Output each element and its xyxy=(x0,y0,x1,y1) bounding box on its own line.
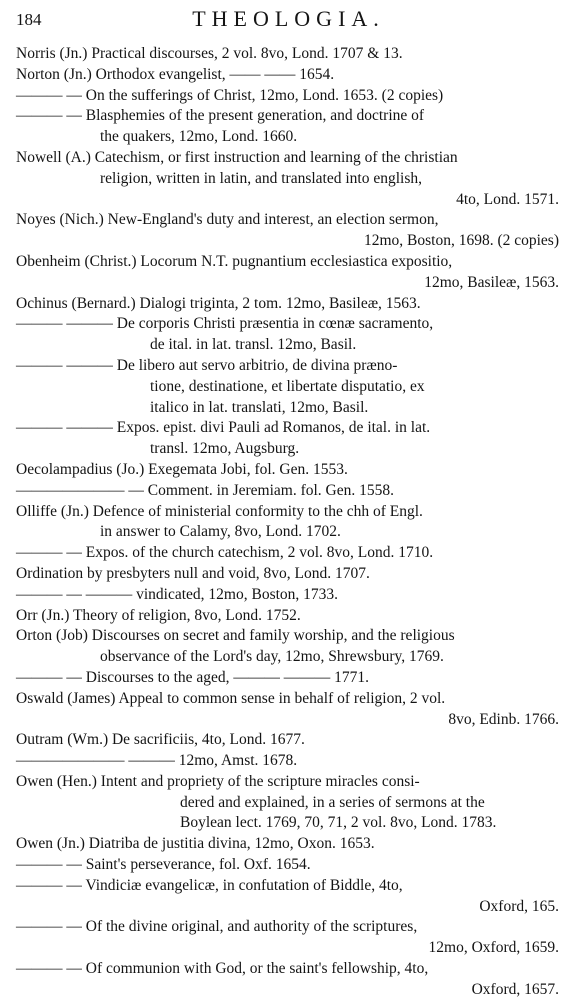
catalog-line-text: 12mo, Basileæ, 1563. xyxy=(424,273,559,291)
catalog-line-text: 12mo, Oxford, 1659. xyxy=(428,939,559,957)
catalog-line xyxy=(0,169,577,190)
catalog-line-text: 8vo, Edinb. 1766. xyxy=(448,710,559,728)
catalog-line xyxy=(0,44,577,65)
catalog-line-text: Outram (Wm.) De sacrificiis, 4to, Lond. 1677. xyxy=(16,731,305,749)
catalog-line xyxy=(0,897,577,918)
catalog-line xyxy=(0,190,577,211)
catalog-line-text: Oecolampadius (Jo.) Exegemata Jobi, fol. Gen. 1553. xyxy=(16,460,348,478)
catalog-line xyxy=(0,813,577,834)
catalog-line xyxy=(0,210,577,231)
catalog-line-text: italico in lat. translati, 12mo, Basil. xyxy=(150,398,369,416)
catalog-line xyxy=(0,502,577,523)
catalog-line-text: ——— — ——— vindicated, 12mo, Boston, 1733. xyxy=(16,585,339,603)
catalog-line-text: Nowell (A.) Catechism, or first instruction and learning of the christian xyxy=(16,148,458,166)
catalog-line xyxy=(0,917,577,938)
catalog-line-text: ——— ——— De corporis Christi præsentia in cœnæ sacramento, xyxy=(16,315,434,333)
catalog-line-text: ——— — Of communion with God, or the saint's fellowship, 4to, xyxy=(16,960,429,978)
catalog-line-text: ——— — Discourses to the aged, ——— ——— 1771. xyxy=(16,668,370,686)
catalog-line-text: Ochinus (Bernard.) Dialogi triginta, 2 tom. 12mo, Basileæ, 1563. xyxy=(16,294,421,312)
catalog-line xyxy=(0,65,577,86)
catalog-line xyxy=(0,793,577,814)
catalog-line xyxy=(0,398,577,419)
catalog-line xyxy=(0,106,577,127)
catalog-line-text: ——— — Of the divine original, and authority of the scriptures, xyxy=(16,918,418,936)
catalog-line-text: ——— — Saint's perseverance, fol. Oxf. 1654. xyxy=(16,856,311,874)
catalog-line-text: 12mo, Boston, 1698. (2 copies) xyxy=(363,232,559,250)
catalog-line xyxy=(0,148,577,169)
catalog-line xyxy=(0,668,577,689)
catalog-line-text: Oxford, 165. xyxy=(479,897,559,915)
catalog-line xyxy=(0,439,577,460)
catalog-line-text: Orr (Jn.) Theory of religion, 8vo, Lond. 1752. xyxy=(16,606,301,624)
catalog-line xyxy=(0,730,577,751)
catalog-line xyxy=(0,710,577,731)
catalog-line-text: the quakers, 12mo, Lond. 1660. xyxy=(100,128,298,146)
catalog-line xyxy=(0,294,577,315)
catalog-line-text: Ordination by presbyters null and void, 8vo, Lond. 1707. xyxy=(16,564,370,582)
catalog-line-text: Noyes (Nich.) New-England's duty and interest, an election sermon, xyxy=(16,211,439,229)
catalog-line-text: Norton (Jn.) Orthodox evangelist, —— —— 1654. xyxy=(16,65,335,83)
catalog-line-text: ——— — Blasphemies of the present generation, and doctrine of xyxy=(16,107,425,125)
catalog-line xyxy=(0,377,577,398)
catalog-line xyxy=(0,127,577,148)
page-header xyxy=(0,6,577,36)
catalog-line xyxy=(0,564,577,585)
catalog-line-text: in answer to Calamy, 8vo, Lond. 1702. xyxy=(100,523,341,541)
catalog-line-text: ——— — Expos. of the church catechism, 2 vol. 8vo, Lond. 1710. xyxy=(16,544,434,562)
catalog-line xyxy=(0,418,577,439)
catalog-line xyxy=(0,959,577,980)
catalog-line xyxy=(0,834,577,855)
catalog-line-text: ——————— — Comment. in Jeremiam. fol. Gen. 1558. xyxy=(16,481,394,499)
catalog-line xyxy=(0,772,577,793)
catalog-line xyxy=(0,314,577,335)
catalog-line xyxy=(0,626,577,647)
catalog-line-text: religion, written in latin, and translated into english, xyxy=(100,169,422,187)
catalog-line-text: de ital. in lat. transl. 12mo, Basil. xyxy=(150,336,357,354)
catalog-line-text: transl. 12mo, Augsburg. xyxy=(150,440,300,458)
catalog-line xyxy=(0,876,577,897)
catalog-line xyxy=(0,273,577,294)
catalog-line xyxy=(0,543,577,564)
catalog-line xyxy=(0,252,577,273)
catalog-entries xyxy=(0,44,577,1001)
catalog-line xyxy=(0,522,577,543)
catalog-line xyxy=(0,231,577,252)
catalog-line xyxy=(0,606,577,627)
catalog-line xyxy=(0,751,577,772)
catalog-line-text: observance of the Lord's day, 12mo, Shrewsbury, 1769. xyxy=(100,648,444,666)
catalog-line xyxy=(0,585,577,606)
catalog-line-text: Orton (Job) Discourses on secret and family worship, and the religious xyxy=(16,627,455,645)
catalog-line-text: Norris (Jn.) Practical discourses, 2 vol. 8vo, Lond. 1707 & 13. xyxy=(16,45,403,62)
catalog-line xyxy=(0,647,577,668)
catalog-line xyxy=(0,335,577,356)
running-title: THEOLOGIA. xyxy=(192,6,385,31)
catalog-line-text: tione, destinatione, et libertate disputatio, ex xyxy=(150,377,425,395)
catalog-line-text: Obenheim (Christ.) Locorum N.T. pugnantium ecclesiastica expositio, xyxy=(16,252,453,270)
catalog-line-text: dered and explained, in a series of sermons at the xyxy=(180,793,485,811)
catalog-line-text: ——— — Vindiciæ evangelicæ, in confutation of Biddle, 4to, xyxy=(16,876,403,894)
catalog-line-text: Owen (Jn.) Diatriba de justitia divina, 12mo, Oxon. 1653. xyxy=(16,835,375,853)
catalog-line-text: ——— — On the sufferings of Christ, 12mo, Lond. 1653. (2 copies) xyxy=(16,86,444,104)
catalog-line-text: Olliffe (Jn.) Defence of ministerial conformity to the chh of Engl. xyxy=(16,502,423,520)
catalog-line xyxy=(0,980,577,1001)
catalog-line-text: Oswald (James) Appeal to common sense in behalf of religion, 2 vol. xyxy=(16,689,446,707)
catalog-line-text: ——————— ——— 12mo, Amst. 1678. xyxy=(16,752,298,770)
catalog-line-text: Oxford, 1657. xyxy=(471,980,559,998)
catalog-line xyxy=(0,938,577,959)
catalog-line-text: Owen (Hen.) Intent and propriety of the scripture miracles consi- xyxy=(16,772,420,790)
catalog-line xyxy=(0,481,577,502)
catalog-line xyxy=(0,86,577,107)
catalog-line-text: Boylean lect. 1769, 70, 71, 2 vol. 8vo, Lond. 1783. xyxy=(180,814,497,832)
catalog-line-text: ——— ——— Expos. epist. divi Pauli ad Romanos, de ital. in lat. xyxy=(16,419,431,437)
catalog-line xyxy=(0,855,577,876)
catalog-line xyxy=(0,689,577,710)
page-number: 184 xyxy=(16,10,42,29)
catalog-line-text: 4to, Lond. 1571. xyxy=(456,190,559,208)
catalog-line xyxy=(0,356,577,377)
catalog-line xyxy=(0,460,577,481)
catalog-line-text: ——— ——— De libero aut servo arbitrio, de divina præno- xyxy=(16,356,398,374)
